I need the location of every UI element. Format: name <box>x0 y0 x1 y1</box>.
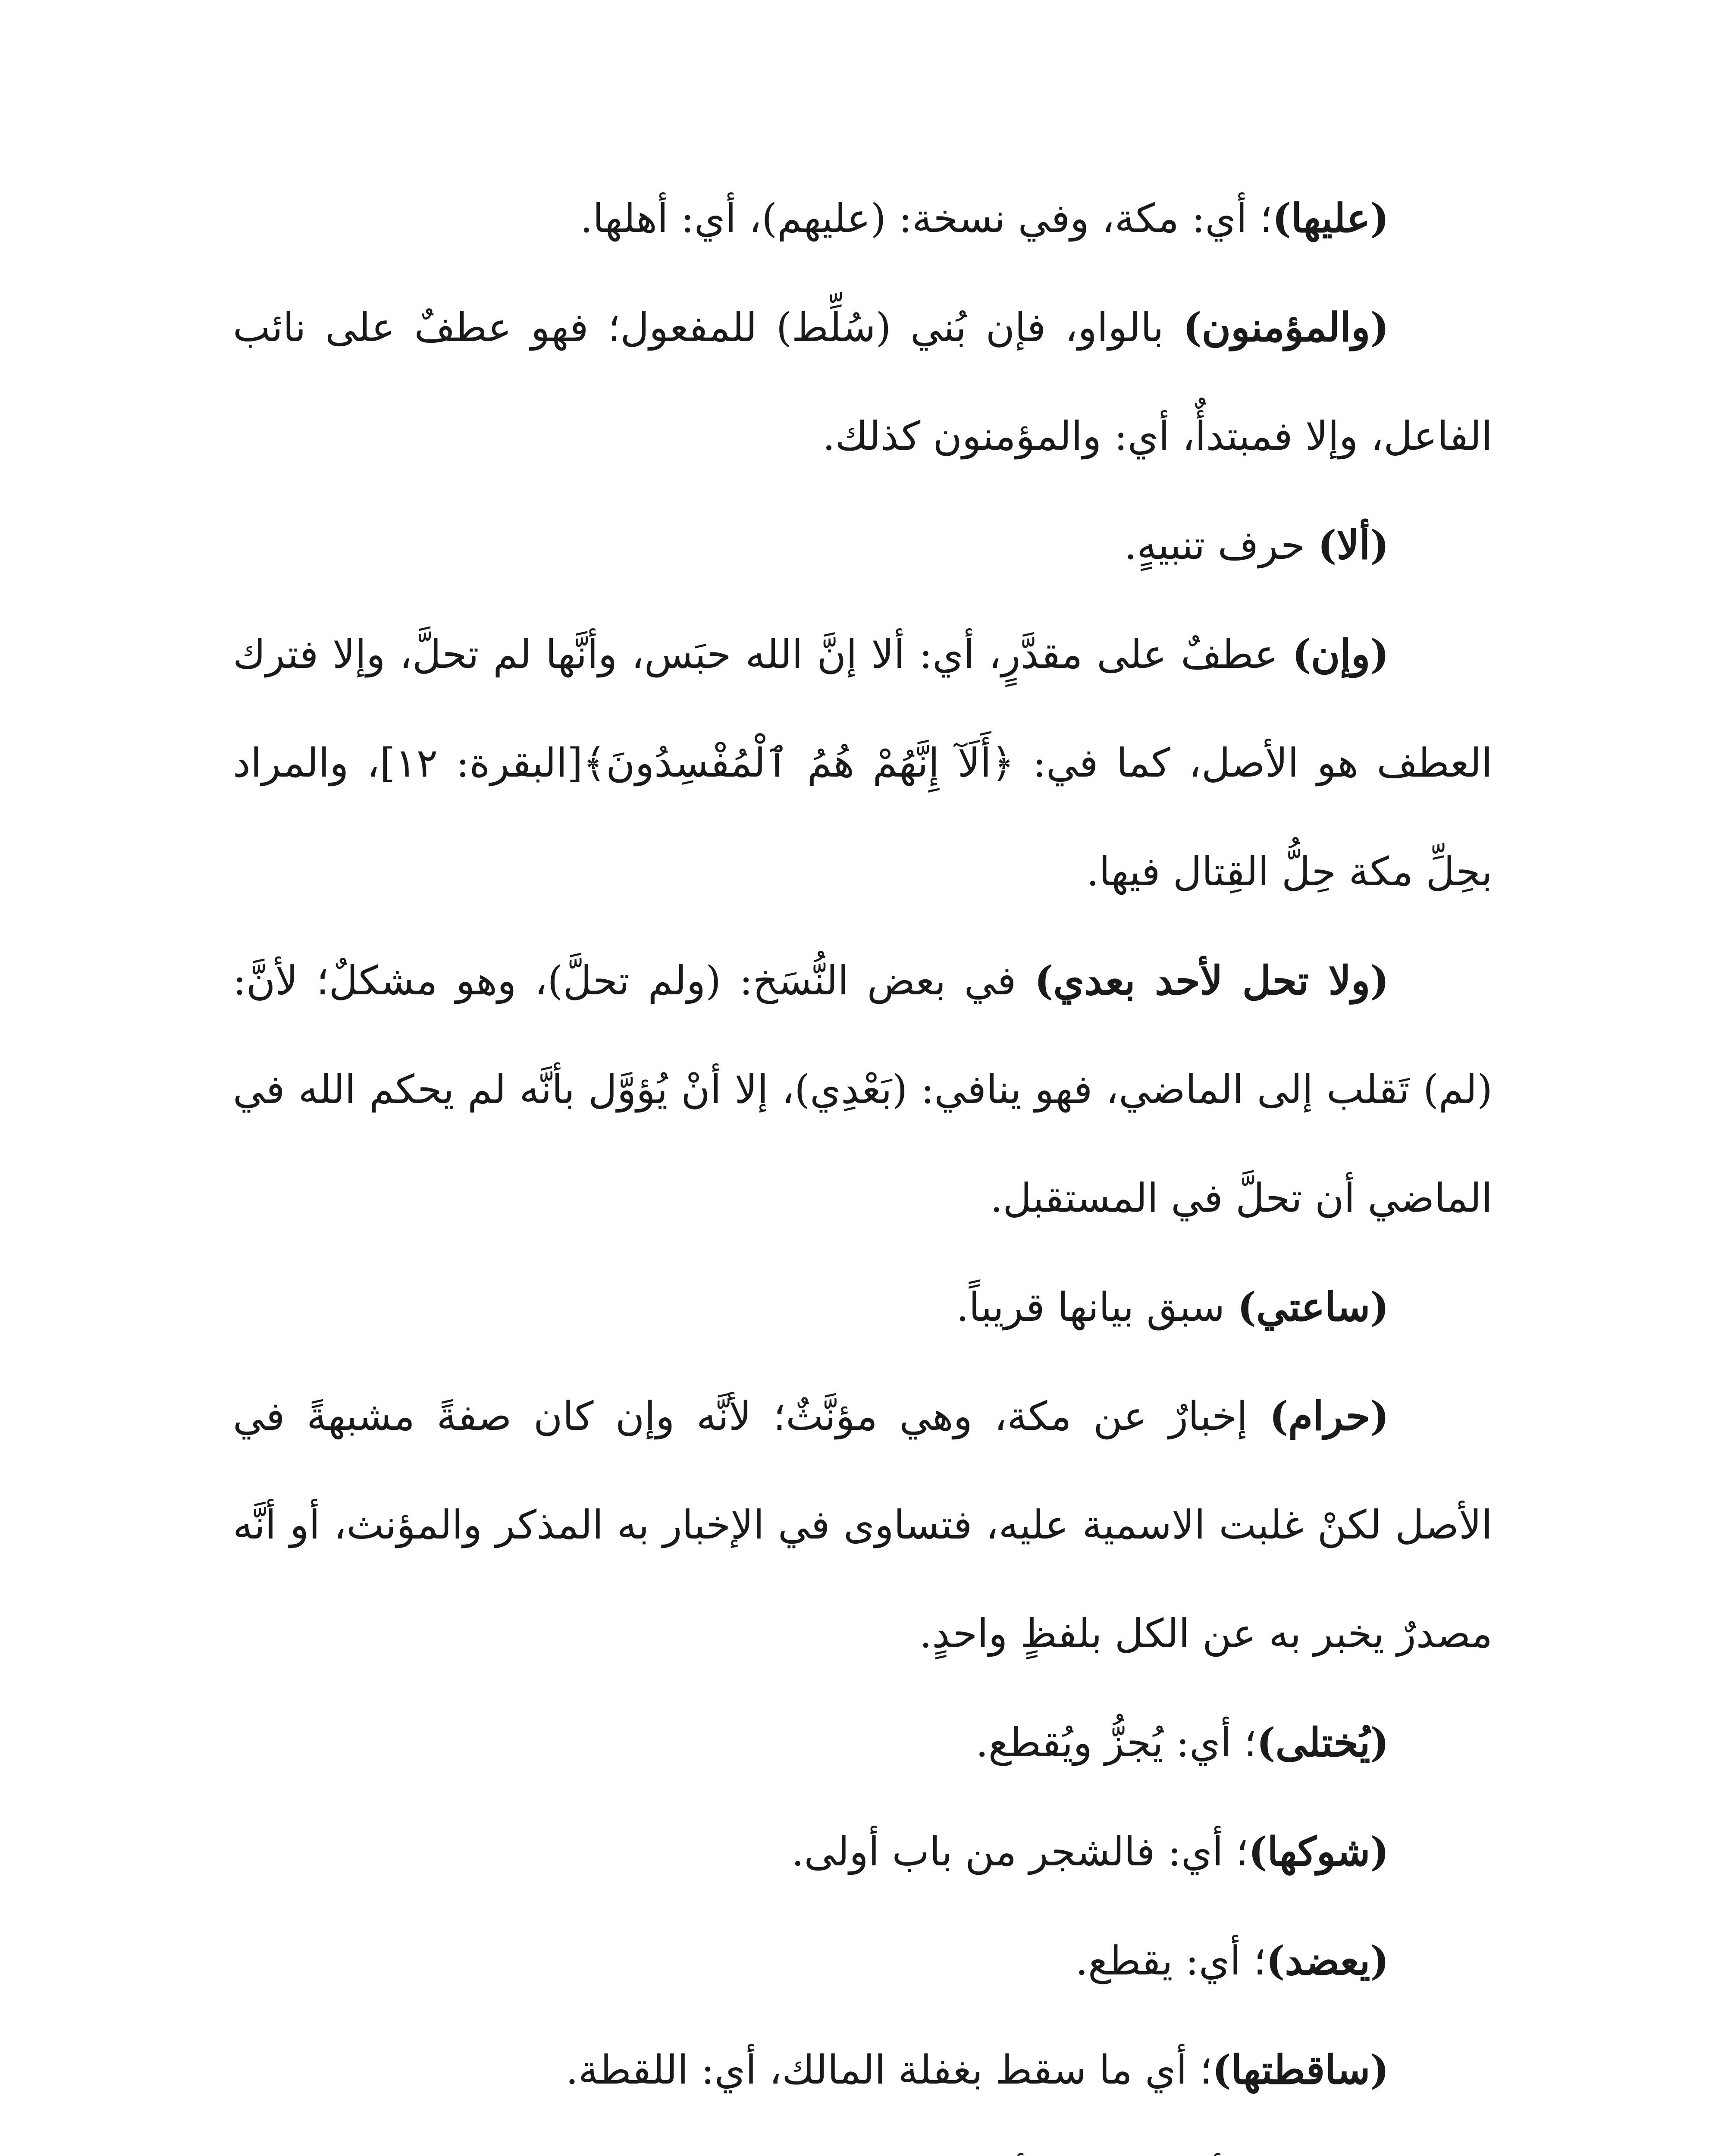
paragraph <box>233 1253 1493 1362</box>
term: (شوكها) <box>1248 1828 1389 1875</box>
paragraph <box>233 600 1493 926</box>
explanation: ؛ أي: يُجزُّ ويُقطع. <box>975 1720 1257 1766</box>
explanation: في بعض النُّسَخ: (ولم تحلَّ)، وهو مشكلٌ؛ لأنَّ: (لم) تَقلب إلى الماضي، فهو ينافي: (بَعْدِي)، إلا أنْ يُؤوَّل بأنَّه لم يحكم الله في الماضي أن تحلَّ في المستقبل. <box>233 958 1493 1221</box>
paragraph <box>233 1906 1493 2015</box>
term: (ساعتي) <box>1237 1284 1389 1330</box>
paragraph <box>233 2015 1493 2125</box>
term: (حرام) <box>1269 1393 1389 1439</box>
paragraph <box>233 1688 1493 1797</box>
explanation: حرف تنبيهٍ. <box>1124 522 1318 568</box>
term: (وإن) <box>1292 631 1389 677</box>
term: (يعضد) <box>1266 1937 1389 1984</box>
explanation: ؛ أي ما سقط بغفلة المالك، أي: اللقطة. <box>565 2047 1213 2093</box>
paragraph <box>233 1362 1493 1688</box>
body-text <box>233 164 1493 2156</box>
paragraph <box>233 491 1493 600</box>
term: (ألا) <box>1317 522 1389 568</box>
paragraph <box>233 926 1493 1253</box>
paragraph <box>233 273 1493 491</box>
explanation: سبق بيانها قريباً. <box>956 1284 1238 1330</box>
term: (ولا تحل لأحد بعدي) <box>1034 957 1389 1004</box>
explanation: إخبارٌ عن مكة، وهي مؤنَّثٌ؛ لأنَّه وإن كان صفةً مشبهةً في الأصل لكنْ غلبت الاسمية عليه، فتساوى في الإخبار به المذكر والمؤنث، أو أنَّه مصدرٌ يخبر به عن الكل بلفظٍ واحدٍ. <box>233 1393 1493 1657</box>
term: (ساقطتها) <box>1212 2046 1389 2093</box>
term: (يُختلى) <box>1257 1719 1389 1766</box>
explanation: ؛ أي: يقطع. <box>1075 1938 1266 1984</box>
explanation: ؛ أي: مكة، وفي نسخة: (عليهم)، أي: أهلها. <box>580 195 1273 241</box>
explanation: بالواو، فإن بُني (سُلِّط) للمفعول؛ فهو عطفٌ على نائب الفاعل، وإلا فمبتدأٌ، أي: والمؤمنون كذلك. <box>233 304 1493 459</box>
paragraph <box>233 164 1493 273</box>
explanation: عطفٌ على مقدَّرٍ، أي: ألا إنَّ الله حبَس، وأنَّها لم تحلَّ، وإلا فترك العطف هو الأصل، كما في: ﴿أَلَآ إِنَّهُمْ هُمُ ٱلْمُفْسِدُونَ﴾[البقرة: ١٢]، والمراد بحِلِّ مكة حِلُّ القِتال فيها. <box>233 631 1493 895</box>
term: (عليها) <box>1272 195 1389 241</box>
paragraph <box>233 2125 1493 2156</box>
paragraph <box>233 1797 1493 1906</box>
term: (والمؤمنون) <box>1183 304 1389 351</box>
explanation: ؛ أي: فالشجر من باب أولى. <box>791 1829 1249 1875</box>
